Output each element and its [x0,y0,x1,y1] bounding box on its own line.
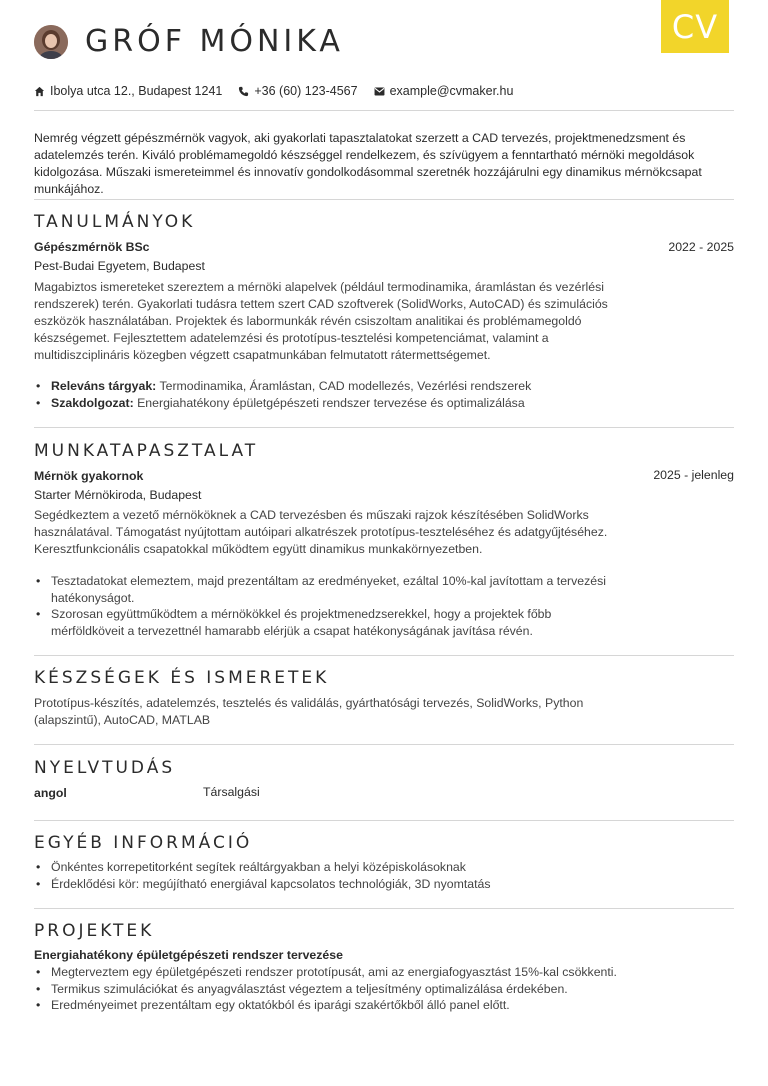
project-name: Energiahatékony épületgépészeti rendszer tervezése [34,948,343,962]
education-school: Pest-Budai Egyetem, Budapest [34,259,205,273]
experience-role: Mérnök gyakornok [34,469,144,483]
header [34,24,344,59]
skills-text: Prototípus-készítés, adatelemzés, tesztelés és validálás, gyárthatósági tervezés, SolidWorks, Python (alapszintű), AutoCAD, MATLAB [34,696,584,727]
list-item: • Érdeklődési kör: megújítható energiával kapcsolatos technológiák, 3D nyomtatás [34,876,624,893]
contact-bar [34,84,529,98]
section-title-education: TANULMÁNYOK [34,212,196,232]
divider [34,744,734,745]
other-bullets [34,859,624,892]
contact-email[interactable] [374,84,514,98]
envelope-icon [374,87,385,96]
divider [34,908,734,909]
cv-badge-text: CV [671,7,719,46]
contact-phone [238,84,357,98]
section-title-skills: KÉSZSÉGEK ÉS ISMERETEK [34,668,330,688]
contact-address [34,84,222,98]
phone-text: +36 (60) 123-4567 [254,84,358,98]
list-item: • Szakdolgozat: Energiahatékony épületgépészeti rendszer tervezése és optimalizálása [34,395,624,412]
project-bullets [34,964,624,1014]
avatar [34,25,68,59]
list-item: • Termikus szimulációkat és anyagválasztást végeztem a teljesítmény optimalizálása érdekében. [34,981,624,998]
education-dates: 2022 - 2025 [668,240,734,254]
language-name: angol [34,786,67,800]
section-title-experience: MUNKATAPASZTALAT [34,441,259,461]
language-level: Társalgási [203,785,260,799]
divider [34,110,734,111]
experience-dates: 2025 - jelenleg [653,468,734,482]
list-item: • Tesztadatokat elemeztem, majd prezentáltam az eredményeket, ezáltal 10%-kal javítottam a tervezési hatékonyságot. [34,573,624,606]
address-text: Ibolya utca 12., Budapest 1241 [50,84,223,98]
education-degree: Gépészmérnök BSc [34,240,150,254]
profile-summary: Nemrég végzett gépészmérnök vagyok, aki gyakorlati tapasztalatokat szerzett a CAD tervezés, projektmenedzsment és adatelemzés terén. Kiváló problémamegoldó készséggel rendelkezem, és szívügyem a fenntartható mérnöki megoldások kidolgozása. Műszaki ismereteimmel és innovatív gondolkodásommal szeretnék hozzájárulni egy dinamikus mérnökcsapat munkájához. [34,131,702,196]
divider [34,199,734,200]
education-description: Magabiztos ismereteket szereztem a mérnöki alapelvek (például termodinamika, áramlástan és vezérlési rendszerek) terén. Gyakorlati tudásra tettem szert CAD szoftverek (SolidWorks, AutoCAD) és szimulációs eszközök használatában. Projektek és labormunkák révén csiszoltam analitikai és problémamegoldó készségemet. Fejlesztettem adatelemzési és prototípus-tesztelési kompetenciámat, valamint a multidiszciplináris közegben végzett csapatmunkában felmutatott rátermettségemet. [34,280,608,362]
list-item: • Önkéntes korrepetitorként segítek reáltárgyakban a helyi középiskolásoknak [34,859,624,876]
phone-icon [238,86,249,97]
experience-company: Starter Mérnökiroda, Budapest [34,488,202,502]
section-title-languages: NYELVTUDÁS [34,758,176,778]
candidate-name: GRÓF MÓNIKA [85,24,344,59]
email-text[interactable]: example@cvmaker.hu [389,84,514,98]
list-item: • Eredményeimet prezentáltam egy oktatókból és iparági szakértőkből álló panel előtt. [34,997,624,1014]
home-icon [34,86,45,97]
divider [34,655,734,656]
experience-description: Segédkeztem a vezető mérnököknek a CAD tervezésben és műszaki rajzok készítésében SolidWorks használatával. Támogatást nyújtottam autóipari alkatrészek prototípus-teszteléséhez és adatgyűjtéséhez. Keresztfunkcionális csapatokkal működtem együtt dinamikus munkakörnyezetben. [34,508,608,556]
list-item: • Megterveztem egy épületgépészeti rendszer prototípusát, ami az energiafogyasztást 15%-kal csökkenti. [34,964,624,981]
divider [34,427,734,428]
list-item: • Szorosan együttműködtem a mérnökökkel és projektmenedzserekkel, hogy a projektek főbb mérföldköveit a tervezettnél hamarabb elérjük a csapat hatékonyságának javítása révén. [34,606,624,639]
section-title-projects: PROJEKTEK [34,921,155,941]
experience-bullets [34,573,624,639]
list-item: • Releváns tárgyak: Termodinamika, Áramlástan, CAD modellezés, Vezérlési rendszerek [34,378,624,395]
cv-badge [661,0,729,53]
education-bullets [34,378,624,411]
section-title-other: EGYÉB INFORMÁCIÓ [34,833,253,853]
divider [34,820,734,821]
